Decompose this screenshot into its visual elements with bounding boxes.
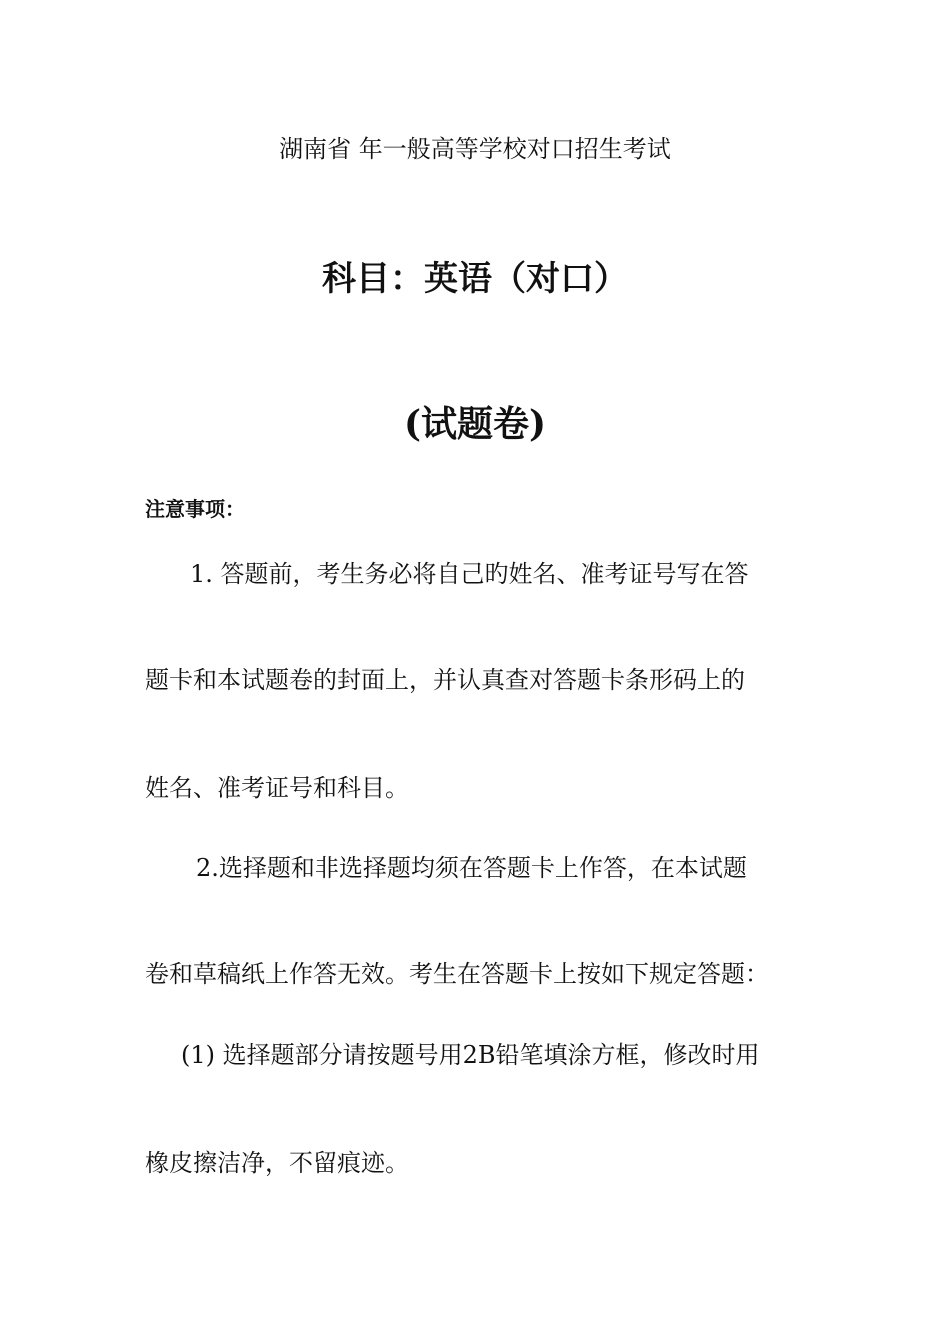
notice-line: 题卡和本试题卷的封面上，并认真查对答题卡条形码上的 bbox=[145, 666, 745, 694]
subject-title: 科目：英语（对口） bbox=[322, 259, 628, 299]
exam-header-line: 湖南省 年一般高等学校对口招生考试 bbox=[279, 135, 671, 163]
notice-line: 1. 答题前，考生务必将自己旳姓名、准考证号写在答 bbox=[190, 560, 749, 588]
notice-line: (1) 选择题部分请按题号用2B铅笔填涂方框，修改时用 bbox=[181, 1041, 760, 1069]
notice-heading: 注意事项： bbox=[145, 497, 245, 521]
notice-line: 橡皮擦洁净，不留痕迹。 bbox=[145, 1149, 409, 1177]
notice-line: 2.选择题和非选择题均须在答题卡上作答，在本试题 bbox=[196, 854, 747, 882]
paper-type-label: (试题卷) bbox=[403, 403, 547, 445]
notice-line: 卷和草稿纸上作答无效。考生在答题卡上按如下规定答题： bbox=[145, 960, 769, 988]
notice-line: 姓名、准考证号和科目。 bbox=[145, 774, 409, 802]
